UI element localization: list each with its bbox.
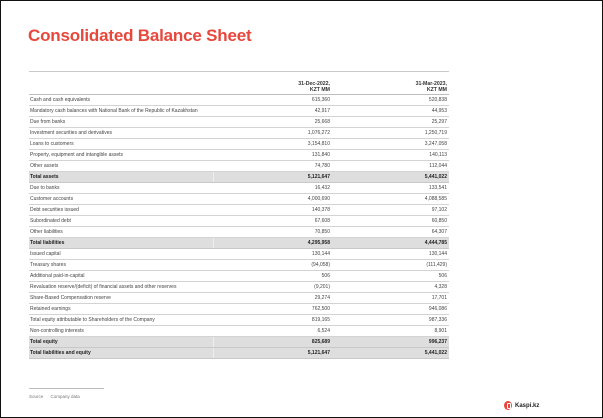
value-mar-2023: 5,441,022 [424, 350, 447, 356]
value-mar-2023: (111,429) [426, 262, 447, 268]
value-dec-2022: 130,144 [311, 251, 330, 257]
table-row [29, 315, 449, 326]
source-label: Source [29, 394, 44, 399]
table-total-row [29, 172, 449, 183]
row-label: Total liabilities and equity [30, 350, 91, 356]
value-mar-2023: 520,838 [428, 97, 447, 103]
row-label: Issued capital [30, 251, 61, 257]
value-dec-2022: 140,378 [311, 207, 330, 213]
value-mar-2023: 4,088,585 [424, 196, 447, 202]
value-dec-2022: 67,608 [314, 218, 330, 224]
value-dec-2022: 1,076,272 [307, 130, 330, 136]
header-mar-2023-unit: KZT MM [426, 87, 447, 93]
value-mar-2023: 1,250,719 [424, 130, 447, 136]
footer-divider [29, 388, 104, 389]
table-row [29, 139, 449, 150]
row-label: Customer accounts [30, 196, 74, 202]
value-dec-2022: 506 [321, 273, 330, 279]
table-row [29, 216, 449, 227]
table-row [29, 293, 449, 304]
kaspi-logo [504, 401, 539, 410]
value-mar-2023: 60,850 [431, 218, 447, 224]
table-row [29, 271, 449, 282]
value-mar-2023: 133,541 [428, 185, 447, 191]
value-dec-2022: 762,500 [311, 306, 330, 312]
table-row [29, 282, 449, 293]
value-dec-2022: 825,689 [213, 337, 336, 347]
row-label: Total assets [30, 174, 59, 180]
value-dec-2022: 3,154,810 [307, 141, 330, 147]
table-row [29, 194, 449, 205]
header-mar-2023 [336, 81, 449, 93]
value-mar-2023: 8,901 [434, 328, 447, 334]
table-row [29, 128, 449, 139]
value-mar-2023: 3,247,058 [424, 141, 447, 147]
row-label: Cash and cash equivalents [30, 97, 91, 103]
value-dec-2022: 5,121,647 [213, 348, 336, 358]
value-dec-2022: 819,165 [311, 317, 330, 323]
header-dec-2022-unit: KZT MM [309, 87, 330, 93]
value-dec-2022: (94,058) [311, 262, 330, 268]
value-dec-2022: 29,274 [314, 295, 330, 301]
table-total-row [29, 337, 449, 348]
value-mar-2023: 112,044 [429, 163, 447, 169]
table-row [29, 260, 449, 271]
kaspi-logo-icon [504, 401, 512, 410]
table-row [29, 106, 449, 117]
row-label: Mandatory cash balances with National Bank of the Republic of Kazakhstan [30, 108, 198, 114]
row-label: Total equity attributable to Shareholders of the Company [30, 317, 155, 323]
row-label: Non-controlling interests [30, 328, 84, 334]
page-title: Consolidated Balance Sheet [28, 26, 252, 45]
value-mar-2023: 4,444,785 [424, 240, 447, 246]
row-label: Treasury shares [30, 262, 66, 268]
value-dec-2022: 16,432 [314, 185, 330, 191]
source-note [29, 394, 80, 399]
row-label: Debt securities issued [30, 207, 79, 213]
row-label: Total equity [30, 339, 58, 345]
table-row [29, 205, 449, 216]
value-dec-2022: 5,121,647 [213, 172, 336, 182]
value-mar-2023: 64,307 [431, 229, 447, 235]
value-dec-2022: 74,780 [314, 163, 330, 169]
value-mar-2023: 44,953 [431, 108, 447, 114]
value-dec-2022: 4,000,690 [307, 196, 330, 202]
table-total-row [29, 348, 449, 359]
table-row [29, 117, 449, 128]
table-row [29, 227, 449, 238]
table-total-row [29, 238, 449, 249]
row-label: Retained earnings [30, 306, 71, 312]
table-header [29, 72, 449, 95]
table-row [29, 304, 449, 315]
value-dec-2022: 25,668 [314, 119, 330, 125]
table-row [29, 183, 449, 194]
value-dec-2022: (9,201) [314, 284, 330, 290]
row-label: Due from banks [30, 119, 66, 125]
value-dec-2022: 70,850 [314, 229, 330, 235]
value-mar-2023: 130,144 [428, 251, 447, 257]
row-label: Other liabilities [30, 229, 63, 235]
value-dec-2022: 131,840 [311, 152, 330, 158]
value-dec-2022: 6,524 [317, 328, 330, 334]
value-dec-2022: 4,295,958 [213, 238, 336, 248]
table-row [29, 326, 449, 337]
value-mar-2023: 25,297 [431, 119, 447, 125]
row-label: Property, equipment and intangible assets [30, 152, 124, 158]
row-label: Due to banks [30, 185, 60, 191]
table-row [29, 150, 449, 161]
value-dec-2022: 615,360 [311, 97, 330, 103]
value-mar-2023: 946,086 [428, 306, 447, 312]
table-row [29, 249, 449, 260]
row-label: Additional paid-in-capital [30, 273, 85, 279]
header-mar-2023-date: 31-Mar-2023, [415, 81, 447, 87]
source-value: Company data [50, 394, 80, 399]
row-label: Other assets [30, 163, 59, 169]
row-label: Share-Based Compensation reserve [30, 295, 111, 301]
row-label: Investment securities and derivatives [30, 130, 112, 136]
logo-text: Kaspi.kz [515, 402, 540, 409]
value-mar-2023: 17,701 [431, 295, 447, 301]
value-mar-2023: 4,328 [434, 284, 447, 290]
header-dec-2022 [213, 81, 336, 93]
row-label: Revaluation reserve/(deficit) of financial assets and other reserves [30, 284, 177, 290]
balance-sheet-table [29, 71, 449, 359]
row-label: Subordinated debt [30, 218, 71, 224]
value-mar-2023: 987,336 [428, 317, 447, 323]
value-mar-2023: 506 [438, 273, 447, 279]
table-body [29, 95, 449, 359]
table-row [29, 161, 449, 172]
value-mar-2023: 140,113 [429, 152, 447, 158]
table-row [29, 95, 449, 106]
value-dec-2022: 42,917 [314, 108, 330, 114]
value-mar-2023: 996,237 [428, 339, 447, 345]
header-dec-2022-date: 31-Dec-2022, [298, 81, 330, 87]
row-label: Loans to customers [30, 141, 74, 147]
row-label: Total liabilities [30, 240, 65, 246]
value-mar-2023: 5,441,022 [424, 174, 447, 180]
value-mar-2023: 97,102 [431, 207, 447, 213]
